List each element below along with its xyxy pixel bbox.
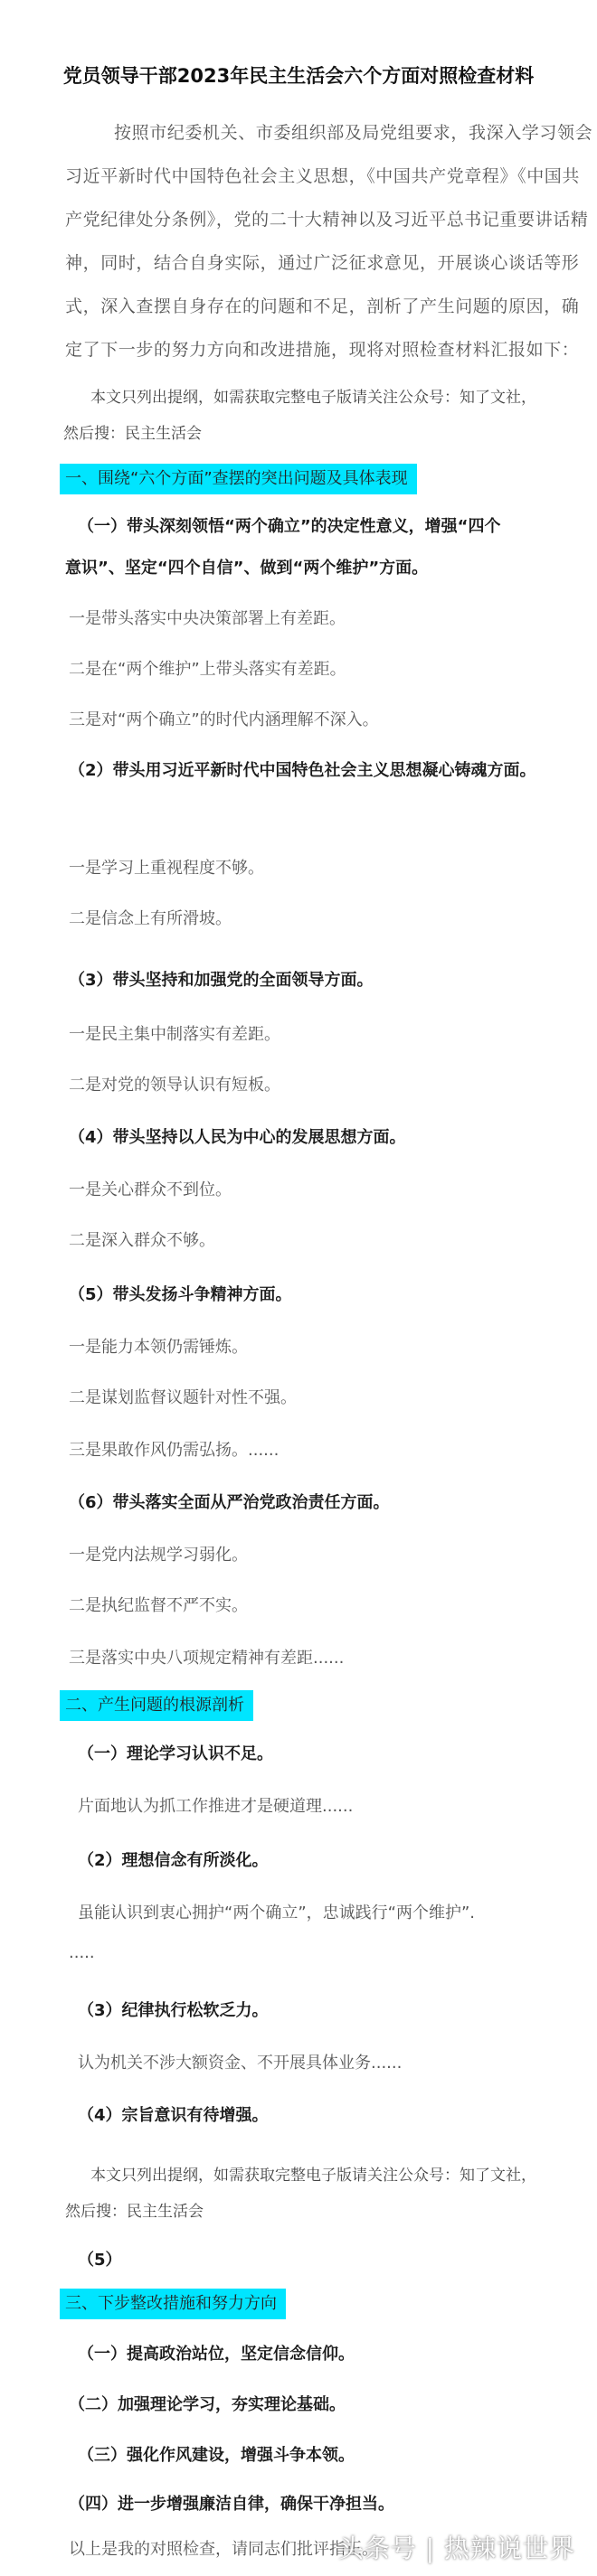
intro-line: 产党纪律处分条例》，党的二十大精神以及习近平总书记重要讲话精 — [65, 210, 589, 230]
list-item: 二是谋划监督议题针对性不强。 — [69, 1388, 297, 1407]
list-item: 一是带头落实中央决策部署上有差距。 — [69, 609, 346, 628]
notice-line: 然后搜：民主生活会 — [65, 2203, 204, 2221]
intro-line: 神，同时，结合自身实际，通过广泛征求意见，开展谈心谈话等形 — [65, 253, 580, 273]
subheading: （3）纪律执行松软乏力。 — [78, 2001, 269, 2020]
intro-line: 定了下一步的努力方向和改进措施，现将对照检查材料汇报如下： — [65, 340, 580, 360]
section-heading-2: 二、产生问题的根源剖析 — [60, 1690, 253, 1721]
document-title: 党员领导干部2023年民主生活会六个方面对照检查材料 — [62, 65, 535, 87]
notice-line: 本文只列出提纲，如需获取完整电子版请关注公众号：知了文社， — [90, 2167, 536, 2185]
list-item: 二是执纪监督不严不实。 — [69, 1596, 248, 1615]
list-item: 三是果敢作风仍需弘扬。...... — [69, 1441, 280, 1460]
subheading: （四）进一步增强廉洁自律，确保干净担当。 — [69, 2495, 394, 2514]
subheading: （4）带头坚持以人民为中心的发展思想方面。 — [69, 1128, 406, 1147]
subheading: （一）提高政治站位，坚定信念信仰。 — [78, 2345, 355, 2364]
list-item: 二是在“两个维护”上带头落实有差距。 — [69, 660, 346, 679]
list-item: 二是对党的领导认识有短板。 — [69, 1076, 280, 1095]
list-item: 一是关心群众不到位。 — [69, 1180, 232, 1199]
paragraph: 虽能认识到衷心拥护“两个确立”，忠诚践行“两个维护”. — [78, 1904, 476, 1923]
intro-line: 按照市纪委机关、市委组织部及局党组要求，我深入学习领会 — [114, 123, 593, 143]
paragraph: ..... — [69, 1943, 95, 1962]
paragraph: 片面地认为抓工作推进才是硬道理...... — [78, 1797, 354, 1816]
subheading: （4）宗旨意识有待增强。 — [78, 2106, 269, 2125]
section-heading-3: 三、下步整改措施和努力方向 — [60, 2289, 286, 2319]
closing-line: 以上是我的对照检查，请同志们批评指正。 — [69, 2540, 378, 2559]
subheading: （3）带头坚持和加强党的全面领导方面。 — [69, 971, 374, 990]
subheading: （二）加强理论学习，夯实理论基础。 — [69, 2395, 346, 2414]
subheading: （一）理论学习认识不足。 — [78, 1744, 273, 1763]
paragraph: 认为机关不涉大额资金、不开展具体业务...... — [78, 2054, 403, 2073]
subheading: 意识”、坚定“四个自信”、做到“两个维护”方面。 — [65, 559, 429, 578]
list-item: 一是党内法规学习弱化。 — [69, 1546, 248, 1565]
list-item: 三是落实中央八项规定精神有差距...... — [69, 1649, 345, 1668]
intro-line: 式，深入查摆自身存在的问题和不足，剖析了产生问题的原因，确 — [65, 296, 580, 316]
watermark: 头条号 | 热辣说世界 — [337, 2534, 575, 2563]
subheading: （2）理想信念有所淡化。 — [78, 1851, 269, 1870]
subheading: （6）带头落实全面从严治党政治责任方面。 — [69, 1493, 390, 1512]
list-item: 三是对“两个确立”的时代内涵理解不深入。 — [69, 710, 379, 729]
subheading: （2）带头用习近平新时代中国特色社会主义思想凝心铸魂方面。 — [69, 761, 536, 780]
subheading: （5）带头发扬斗争精神方面。 — [69, 1285, 292, 1304]
section-heading-1: 一、围绕“六个方面”查摆的突出问题及具体表现 — [60, 464, 417, 494]
subheading: （一）带头深刻领悟“两个确立”的决定性意义，增强“四个 — [78, 517, 501, 536]
list-item: 二是深入群众不够。 — [69, 1231, 215, 1250]
notice-line: 然后搜：民主生活会 — [63, 425, 202, 443]
list-item: 二是信念上有所滑坡。 — [69, 909, 232, 928]
list-item: 一是能力本领仍需锤炼。 — [69, 1338, 248, 1357]
subheading: （三）强化作风建设，增强斗争本领。 — [78, 2446, 355, 2465]
intro-line: 习近平新时代中国特色社会主义思想，《中国共产党章程》《中国共 — [65, 166, 581, 186]
subheading: （5） — [78, 2251, 122, 2270]
list-item: 一是民主集中制落实有差距。 — [69, 1025, 280, 1044]
notice-line: 本文只列出提纲，如需获取完整电子版请关注公众号：知了文社， — [90, 389, 536, 407]
list-item: 一是学习上重视程度不够。 — [69, 859, 264, 878]
